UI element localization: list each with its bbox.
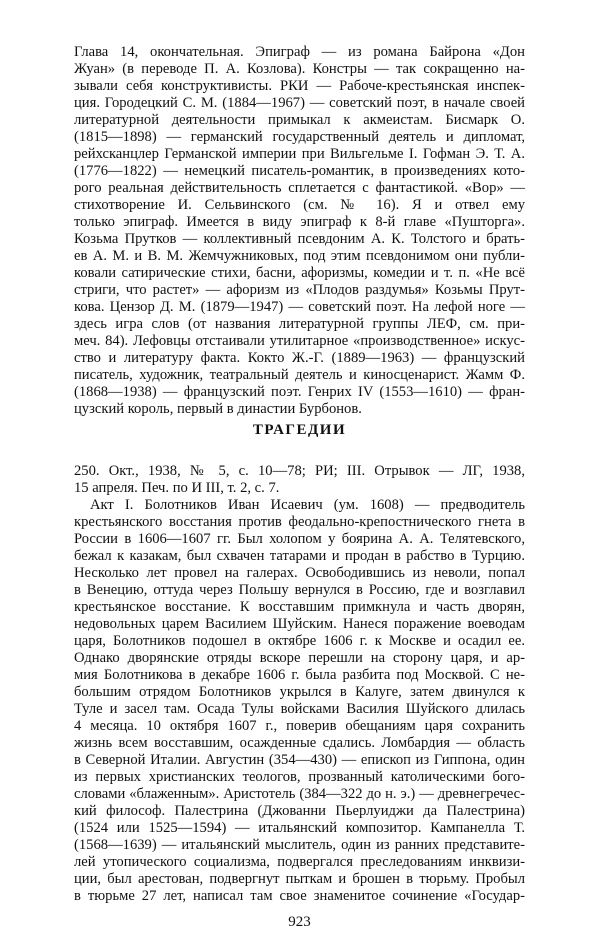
text-line: царя, Болотников подошел в октябре 1606 г. к Москве и осадил ее. [74,633,525,649]
text-line: Туле и засел там. Осада Тулы войсками Василия Шуйского длилась [74,701,525,717]
text-line: (1568—1639) — итальянский мыслитель, один из ранних представите- [74,837,525,853]
text-line: лей утопического социализма, подвергался преследованиям инквизи- [74,854,525,870]
text-line: кова. Цензор Д. М. (1879—1947) — советский поэт. На лефой ноге — [74,299,525,315]
text-line: ковали сатирические стихи, басни, афоризмы, комедии и т. п. «Не всё [74,265,525,281]
text-line: писатель, художник, театральный деятель и киносценарист. Жамм Ф. [74,367,525,383]
text-line: 250. Окт., 1938, № 5, с. 10—78; РИ; III. Отрывок — ЛГ, 1938, [74,463,525,479]
text-line: рого реальная действительность сплетается с фантастикой. «Вор» — [74,180,525,196]
text-line: недовольных царем Василием Шуйским. Нанеся поражение воеводам [74,616,525,632]
text-line: большим отрядом Болотников укрылся в Калуге, затем двинулся к [74,684,525,700]
text-line: ции, был арестован, подвергнут пыткам и брошен в тюрьму. Пробыл [74,871,525,887]
text-line: в Венецию, оттуда через Польшу вернулся в Россию, где и возглавил [74,582,525,598]
text-line: здесь игра слов (от названия литературной группы ЛЕФ, см. при- [74,316,525,332]
text-line: кий философ. Палестрина (Джованни Пьерлуиджи да Палестрина) [74,803,525,819]
page-number: 923 [288,914,311,930]
text-line: (1815—1898) — германский государственный деятель и дипломат, [74,129,525,145]
text-line: Акт I. Болотников Иван Исаевич (ум. 1608) — предводитель [90,497,525,513]
text-line: (1524 или 1525—1594) — итальянский композитор. Кампанелла Т. [74,820,525,836]
text-line: Козьма Прутков — коллективный псевдоним А. К. Толстого и брать- [74,231,525,247]
text-line: Несколько лет провел на галерах. Освободившись из неволи, попал [74,565,525,581]
text-line: в тюрьме 27 лет, написал там свое знаменитое сочинение «Государ- [74,888,525,904]
text-line: цузский король, первый в династии Бурбонов. [74,401,362,417]
text-line: стриги, что растет» — афоризм из «Плодов раздумья» Козьмы Прут- [74,282,525,298]
text-line: (1868—1938) — французский поэт. Генрих IV (1553—1610) — фран- [74,384,525,400]
text-line: только эпиграф. Имеется в виду эпиграф к 8-й главе «Пушторга». [74,214,525,230]
text-line: стихотворение И. Сельвинского (см. № 16). Я и отвел ему [74,197,525,213]
text-line: зывали себя конструктивисты. РКИ — Рабоче-крестьянская инспек- [74,78,525,94]
text-line: 15 апреля. Печ. по И III, т. 2, с. 7. [74,480,280,496]
text-line: Жуан» (в переводе П. А. Козлова). Констры — так сокращенно на- [74,61,525,77]
text-line: из первых христианских теологов, прозванный католическими бого- [74,769,525,785]
text-line: Глава 14, окончательная. Эпиграф — из романа Байрона «Дон [74,44,525,60]
text-line: бежал к казакам, был схвачен татарами и продан в рабство в Турцию. [74,548,525,564]
text-line: 4 месяца. 10 октября 1607 г., поверив обещаниям царя сохранить [74,718,525,734]
text-line: литературной деятельности примыкал к акмеистам. Бисмарк О. [74,112,525,128]
text-line: ство и литературу факта. Кокто Ж.-Г. (1889—1963) — французский [74,350,525,366]
text-line: ев А. М. и В. М. Жемчужниковых, под этим псевдонимом они публи- [74,248,525,264]
text-line: рейхсканцлер Германской империи при Вильгельме I. Гофман Э. Т. А. [74,146,525,162]
text-line: России в 1606—1607 гг. Был холопом у боярина А. А. Телятевского, [74,531,525,547]
text-line: жизнь всем восставшим, осажденные сдались. Ломбардия — область [74,735,525,751]
text-line: крестьянское восстание. К восставшим примкнула и часть дворян, [74,599,525,615]
text-line: в Северной Италии. Августин (354—430) — епископ из Гиппона, один [74,752,525,768]
text-line: мия Болотникова в декабре 1606 г. была разбита под Москвой. С не- [74,667,525,683]
text-line: (1776—1822) — немецкий писатель-романтик, в произведениях кото- [74,163,525,179]
text-line: крестьянского восстания против феодально-крепостнического гнета в [74,514,525,530]
text-line: Однако дворянские отряды вскоре перешли на сторону царя, и ар- [74,650,525,666]
section-heading: ТРАГЕДИИ [252,422,347,438]
text-line: ция. Городецкий С. М. (1884—1967) — советский поэт, в начале своей [74,95,525,111]
text-line: словами «блаженным». Аристотель (384—322 до н. э.) — древнегречес- [74,786,525,802]
text-line: меч. 84). Лефовцы отстаивали утилитарное «производственное» искус- [74,333,525,349]
